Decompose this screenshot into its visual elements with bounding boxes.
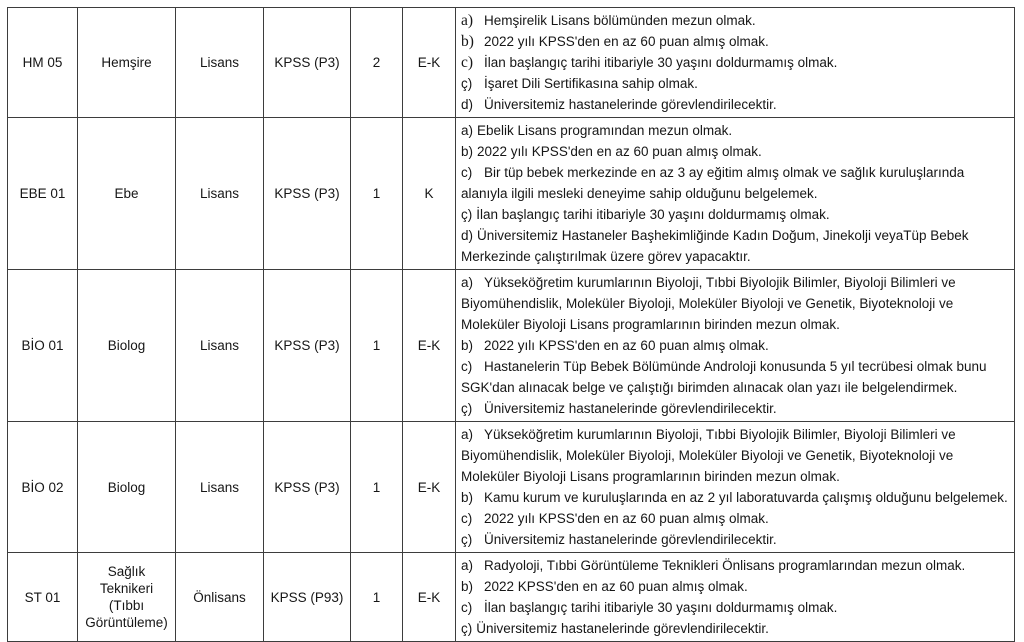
requirement-marker: c) — [461, 600, 473, 615]
quota-cell: 1 — [351, 118, 403, 270]
requirement-text: 2022 KPSS'den en az 60 puan almış olmak. — [484, 579, 748, 594]
requirement-marker: ç) — [461, 621, 473, 636]
requirement-text: Bir tüp bebek merkezinde en az 3 ay eğitim almış olmak ve sağlık kuruluşlarında alanıyla ilgili mesleki deneyime sahip olduğunu belgelemek. — [461, 165, 965, 201]
gender-cell: E-K — [403, 422, 456, 553]
requirement-marker: c) — [461, 165, 473, 180]
requirement-text: Hemşirelik Lisans bölümünden mezun olmak. — [484, 13, 756, 28]
education-level-cell: Önlisans — [176, 553, 264, 642]
requirement-text: Üniversitemiz hastanelerinde görevlendirilecektir. — [476, 621, 769, 636]
requirement-marker: c) — [461, 511, 473, 526]
requirement-item — [461, 120, 1010, 141]
education-level-cell: Lisans — [176, 270, 264, 422]
requirements-cell — [456, 270, 1015, 422]
requirement-text: İlan başlangıç tarihi itibariyle 30 yaşını doldurmamış olmak. — [484, 600, 838, 615]
requirement-text: 2022 yılı KPSS'den en az 60 puan almış olmak. — [484, 338, 769, 353]
position-code-cell: EBE 01 — [8, 118, 78, 270]
requirement-text: İşaret Dili Sertifikasına sahip olmak. — [484, 76, 698, 91]
requirement-item — [461, 529, 1010, 550]
requirement-item — [461, 508, 1010, 529]
requirement-marker: a) — [461, 275, 474, 290]
exam-type-cell: KPSS (P3) — [264, 8, 351, 118]
requirement-marker: a) — [461, 123, 474, 138]
requirement-marker: b) — [461, 144, 474, 159]
position-title-cell: Sağlık Teknikeri (Tıbbı Görüntüleme) — [78, 553, 176, 642]
requirement-item — [461, 73, 1010, 94]
requirement-marker: d) — [461, 97, 474, 112]
requirement-text: İlan başlangıç tarihi itibariyle 30 yaşını doldurmamış olmak. — [484, 55, 838, 70]
requirement-text: Üniversitemiz hastanelerinde görevlendirilecektir. — [484, 97, 777, 112]
requirement-item — [461, 225, 1010, 267]
position-title-cell: Ebe — [78, 118, 176, 270]
requirement-item — [461, 398, 1010, 419]
requirement-item — [461, 555, 1010, 576]
quota-cell: 1 — [351, 553, 403, 642]
gender-cell: E-K — [403, 553, 456, 642]
requirement-item — [461, 618, 1010, 639]
requirement-item — [461, 94, 1010, 115]
requirement-marker: b) — [461, 579, 474, 594]
gender-cell: E-K — [403, 270, 456, 422]
exam-type-cell: KPSS (P93) — [264, 553, 351, 642]
requirement-item — [461, 576, 1010, 597]
position-code-cell: BİO 02 — [8, 422, 78, 553]
requirement-item — [461, 52, 1010, 73]
requirement-item — [461, 272, 1010, 335]
requirement-marker: b) — [461, 490, 474, 505]
position-title-cell: Biolog — [78, 422, 176, 553]
education-level-cell: Lisans — [176, 118, 264, 270]
requirement-marker: b) — [461, 338, 474, 353]
requirement-text: Üniversitemiz hastanelerinde görevlendirilecektir. — [484, 401, 777, 416]
exam-type-cell: KPSS (P3) — [264, 118, 351, 270]
table-row — [8, 553, 1015, 642]
table-row — [8, 422, 1015, 553]
position-code-cell: ST 01 — [8, 553, 78, 642]
requirement-marker: ç) — [461, 401, 473, 416]
requirement-item — [461, 356, 1010, 398]
requirements-cell — [456, 553, 1015, 642]
requirement-item — [461, 10, 1010, 31]
requirement-item — [461, 31, 1010, 52]
requirement-item — [461, 335, 1010, 356]
requirements-cell — [456, 8, 1015, 118]
requirement-text: 2022 yılı KPSS'den en az 60 puan almış olmak. — [484, 511, 769, 526]
requirement-marker: ç) — [461, 76, 473, 91]
requirement-text: Üniversitemiz Hastaneler Başhekimliğinde Kadın Doğum, Jinekolji veyaTüp Bebek Merkezinde çalıştırılmak üzere görev yapacaktır. — [461, 228, 969, 264]
job-positions-table — [7, 7, 1015, 642]
requirement-item — [461, 487, 1010, 508]
requirement-text: Yükseköğretim kurumlarının Biyoloji, Tıbbi Biyolojik Bilimler, Biyoloji Bilimleri ve Biyomühendislik, Moleküler Biyoloji, Moleküler Biyoloji ve Genetik, Biyoteknoloji ve Moleküler Biyoloji Lisans programlarının birinden mezun olmak. — [461, 427, 956, 484]
requirements-cell — [456, 118, 1015, 270]
requirement-item — [461, 204, 1010, 225]
requirement-text: 2022 yılı KPSS'den en az 60 puan almış olmak. — [484, 34, 769, 49]
requirement-marker: a) — [461, 12, 474, 29]
quota-cell: 1 — [351, 422, 403, 553]
requirement-marker: d) — [461, 228, 474, 243]
requirement-item — [461, 597, 1010, 618]
requirement-marker: ç) — [461, 207, 473, 222]
requirement-marker: ç) — [461, 532, 473, 547]
requirement-marker: c) — [461, 54, 474, 71]
quota-cell: 2 — [351, 8, 403, 118]
requirement-text: Hastanelerin Tüp Bebek Bölümünde Androloji konusunda 5 yıl tecrübesi olmak bunu SGK'dan alınacak belge ve çalıştığı birimden alınacak olan yazı ile belgelendirmek. — [461, 359, 987, 395]
position-code-cell: BİO 01 — [8, 270, 78, 422]
requirement-text: Yükseköğretim kurumlarının Biyoloji, Tıbbi Biyolojik Bilimler, Biyoloji Bilimleri ve Biyomühendislik, Moleküler Biyoloji, Moleküler Biyoloji ve Genetik, Biyoteknoloji ve Moleküler Biyoloji Lisans programlarının birinden mezun olmak. — [461, 275, 956, 332]
gender-cell: E-K — [403, 8, 456, 118]
quota-cell: 1 — [351, 270, 403, 422]
requirement-item — [461, 162, 1010, 204]
position-code-cell: HM 05 — [8, 8, 78, 118]
requirement-marker: b) — [461, 33, 474, 50]
requirement-text: 2022 yılı KPSS'den en az 60 puan almış olmak. — [477, 144, 762, 159]
requirement-text: Radyoloji, Tıbbi Görüntüleme Teknikleri Önlisans programlarından mezun olmak. — [484, 558, 966, 573]
table-row — [8, 118, 1015, 270]
requirement-text: İlan başlangıç tarihi itibariyle 30 yaşını doldurmamış olmak. — [476, 207, 830, 222]
requirement-item — [461, 424, 1010, 487]
exam-type-cell: KPSS (P3) — [264, 270, 351, 422]
requirement-marker: a) — [461, 558, 474, 573]
requirement-text: Kamu kurum ve kuruluşlarında en az 2 yıl laboratuvarda çalışmış olduğunu belgelemek. — [484, 490, 1008, 505]
requirement-text: Üniversitemiz hastanelerinde görevlendirilecektir. — [484, 532, 777, 547]
table-row — [8, 8, 1015, 118]
requirement-item — [461, 141, 1010, 162]
table-row — [8, 270, 1015, 422]
requirements-cell — [456, 422, 1015, 553]
position-title-cell: Biolog — [78, 270, 176, 422]
education-level-cell: Lisans — [176, 8, 264, 118]
requirement-marker: a) — [461, 427, 474, 442]
position-title-cell: Hemşire — [78, 8, 176, 118]
gender-cell: K — [403, 118, 456, 270]
requirement-text: Ebelik Lisans programından mezun olmak. — [477, 123, 733, 138]
education-level-cell: Lisans — [176, 422, 264, 553]
exam-type-cell: KPSS (P3) — [264, 422, 351, 553]
requirement-marker: c) — [461, 359, 473, 374]
